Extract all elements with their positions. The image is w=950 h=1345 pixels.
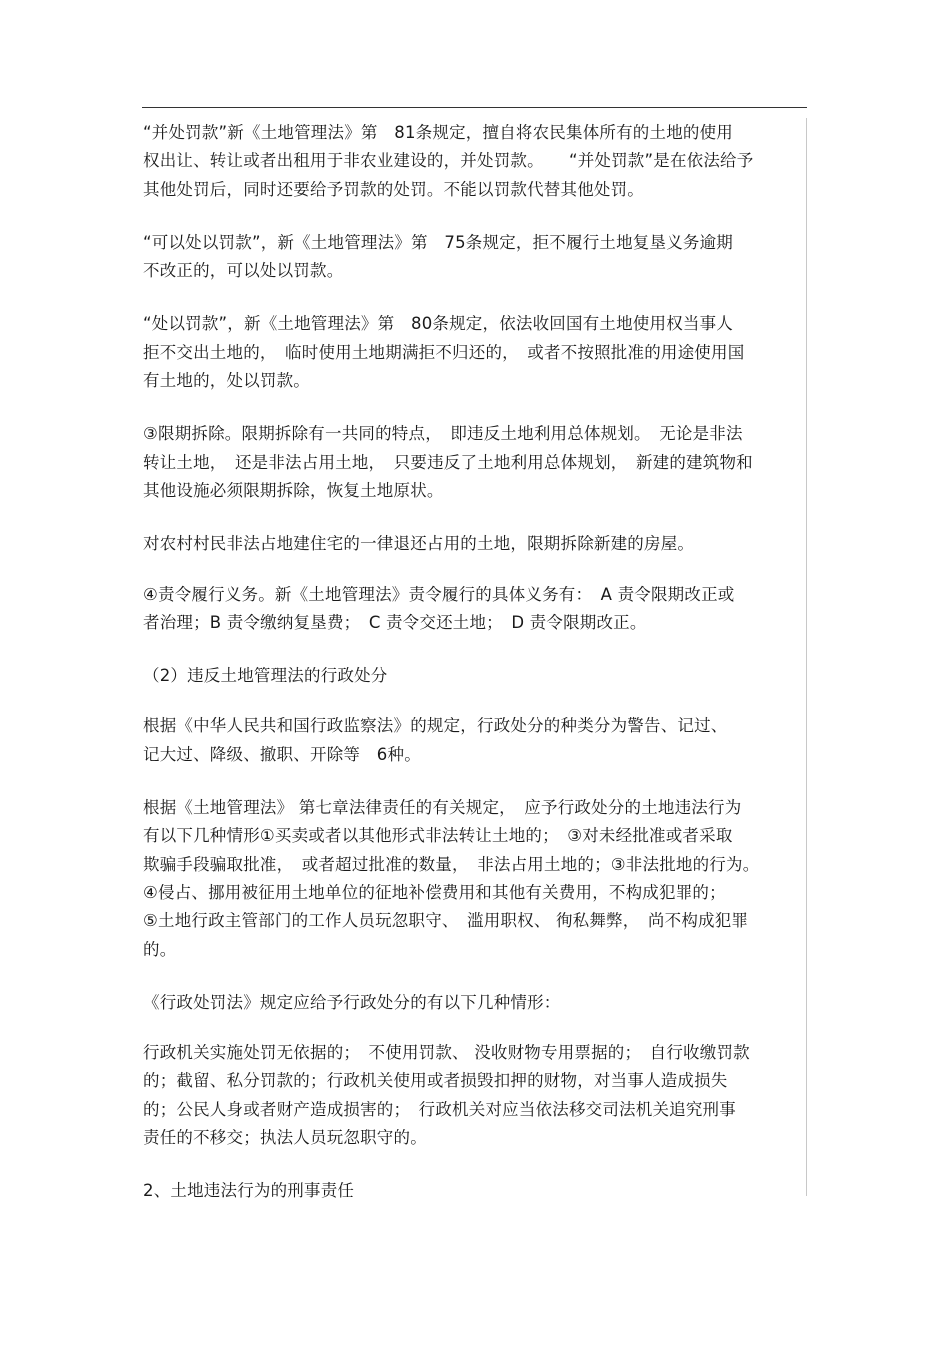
document-body	[143, 119, 803, 1231]
header-rule	[142, 107, 807, 108]
right-margin-rule	[806, 118, 807, 1196]
paragraph-land-law-chapter-seven: 根据《土地管理法》 第七章法律责任的有关规定， 应予行政处分的土地违法行为 有以下几种情形①买卖或者以其他形式非法转让土地的； ③对未经批准或者采取 欺骗手段骗取批准， 或者超过批准的数量， 非法占用土地的；③非法批地的行为。 ④侵占、挪用被征用土地单位的征地补偿费用和其他有关费用，不构成犯罪的； ⑤土地行政主管部门的工作人员玩忽职守、 滥用职权、 徇私舞弊， 尚不构成犯罪 的。	[143, 798, 760, 959]
section-heading-administrative-sanctions: （2）违反土地管理法的行政处分	[143, 666, 388, 686]
section-heading-criminal-liability: 2、土地违法行为的刑事责任	[143, 1181, 355, 1201]
paragraph-supervision-law: 根据《中华人民共和国行政监察法》的规定，行政处分的种类分为警告、记过、 记大过、降级、撤职、开除等 6种。	[143, 716, 728, 764]
paragraph-demolition: ③限期拆除。限期拆除有一共同的特点， 即违反土地利用总体规划。 无论是非法 转让土地， 还是非法占用土地， 只要违反了土地利用总体规划， 新建的建筑物和 其他设施必须限期拆除，恢复土地原状。	[143, 424, 753, 500]
paragraph-penalty-law-cases: 行政机关实施处罚无依据的； 不使用罚款、 没收财物专用票据的； 自行收缴罚款 的；截留、私分罚款的；行政机关使用或者损毁扣押的财物，对当事人造成损失 的；公民人身或者财产造成损害的； 行政机关对应当依法移交司法机关追究刑事 责任的不移交；执法人员玩忽职守的。	[143, 1043, 750, 1148]
paragraph-impose-fine: “处以罚款”，新《土地管理法》第 80条规定，依法收回国有土地使用权当事人 拒不交出土地的， 临时使用土地期满拒不归还的， 或者不按照批准的用途使用国 有土地的，处以罚款。	[143, 314, 745, 391]
paragraph-rural-housing: 对农村村民非法占地建住宅的一律退还占用的土地，限期拆除新建的房屋。	[143, 534, 695, 554]
paragraph-may-impose-fine: “可以处以罚款”，新《土地管理法》第 75条规定，拒不履行土地复垦义务逾期 不改正的，可以处以罚款。	[143, 232, 733, 281]
paragraph-fine-and-penalty: “并处罚款”新《土地管理法》第 81条规定，擅自将农民集体所有的土地的使用 权出让、转让或者出租用于非农业建设的，并处罚款。 “并处罚款”是在依法给予 其他处罚后，同时还要给予罚款的处罚。不能以罚款代替其他处罚。	[143, 123, 754, 199]
paragraph-penalty-law-intro: 《行政处罚法》规定应给予行政处分的有以下几种情形：	[143, 992, 561, 1012]
paragraph-order-obligations: ④责令履行义务。新《土地管理法》责令履行的具体义务有： A 责令限期改正或 者治理；B 责令缴纳复垦费； C 责令交还土地； D 责令限期改正。	[143, 584, 735, 632]
